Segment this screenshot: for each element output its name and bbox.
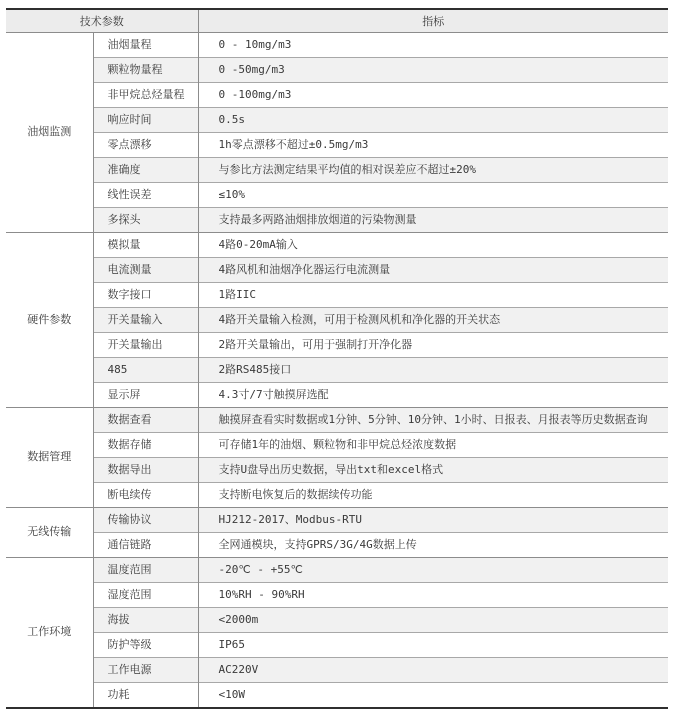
table-row bbox=[6, 557, 668, 582]
value-cell: 2路RS485接口 bbox=[198, 357, 668, 382]
table-row bbox=[6, 482, 668, 507]
table-row bbox=[6, 457, 668, 482]
param-cell: 非甲烷总烃量程 bbox=[93, 82, 198, 107]
group-cell: 无线传输 bbox=[6, 507, 93, 557]
value-cell: 1路IIC bbox=[198, 282, 668, 307]
param-cell: 海拔 bbox=[93, 607, 198, 632]
table-row bbox=[6, 207, 668, 232]
value-cell: HJ212-2017、Modbus-RTU bbox=[198, 507, 668, 532]
value-cell: 4路开关量输入检测，可用于检测风机和净化器的开关状态 bbox=[198, 307, 668, 332]
header-tech-params: 技术参数 bbox=[6, 9, 198, 32]
header-row bbox=[6, 9, 668, 32]
table-row bbox=[6, 582, 668, 607]
table-row bbox=[6, 282, 668, 307]
value-cell: <10W bbox=[198, 682, 668, 708]
table-row bbox=[6, 407, 668, 432]
value-cell: 4.3寸/7寸触摸屏选配 bbox=[198, 382, 668, 407]
param-cell: 显示屏 bbox=[93, 382, 198, 407]
header-indicator: 指标 bbox=[198, 9, 668, 32]
param-cell: 断电续传 bbox=[93, 482, 198, 507]
table-row bbox=[6, 107, 668, 132]
group-cell: 工作环境 bbox=[6, 557, 93, 708]
table-row bbox=[6, 607, 668, 632]
value-cell: ≤10% bbox=[198, 182, 668, 207]
param-cell: 开关量输出 bbox=[93, 332, 198, 357]
table-row bbox=[6, 357, 668, 382]
table-row bbox=[6, 532, 668, 557]
table-row bbox=[6, 332, 668, 357]
group-cell: 油烟监测 bbox=[6, 32, 93, 232]
value-cell: 支持U盘导出历史数据，导出txt和excel格式 bbox=[198, 457, 668, 482]
spec-table-body bbox=[6, 32, 668, 708]
param-cell: 数据存储 bbox=[93, 432, 198, 457]
table-row bbox=[6, 657, 668, 682]
param-cell: 开关量输入 bbox=[93, 307, 198, 332]
param-cell: 响应时间 bbox=[93, 107, 198, 132]
value-cell: 0 -50mg/m3 bbox=[198, 57, 668, 82]
table-row bbox=[6, 157, 668, 182]
table-row bbox=[6, 507, 668, 532]
value-cell: IP65 bbox=[198, 632, 668, 657]
param-cell: 零点漂移 bbox=[93, 132, 198, 157]
table-row bbox=[6, 132, 668, 157]
param-cell: 工作电源 bbox=[93, 657, 198, 682]
table-row bbox=[6, 382, 668, 407]
value-cell: -20℃ - +55℃ bbox=[198, 557, 668, 582]
value-cell: 支持最多两路油烟排放烟道的污染物测量 bbox=[198, 207, 668, 232]
value-cell: 0 - 10mg/m3 bbox=[218, 37, 292, 51]
param-cell: 485 bbox=[93, 357, 198, 382]
param-cell: 数据查看 bbox=[93, 407, 198, 432]
table-row bbox=[6, 57, 668, 82]
value-cell: 1h零点漂移不超过±0.5mg/m3 bbox=[198, 132, 668, 157]
value-cell: 0 -100mg/m3 bbox=[198, 82, 668, 107]
table-row bbox=[6, 182, 668, 207]
table-row bbox=[6, 32, 668, 57]
param-cell: 多探头 bbox=[93, 207, 198, 232]
value-cell: 触摸屏查看实时数据或1分钟、5分钟、10分钟、1小时、日报表、月报表等历史数据查询 bbox=[198, 407, 668, 432]
param-cell: 通信链路 bbox=[93, 532, 198, 557]
value-cell: 与参比方法测定结果平均值的相对误差应不超过±20% bbox=[198, 157, 668, 182]
param-cell: 数据导出 bbox=[93, 457, 198, 482]
param-cell: 传输协议 bbox=[93, 507, 198, 532]
table-row bbox=[6, 232, 668, 257]
table-row bbox=[6, 257, 668, 282]
param-cell: 线性误差 bbox=[93, 182, 198, 207]
value-cell: 4路风机和油烟净化器运行电流测量 bbox=[198, 257, 668, 282]
table-row bbox=[6, 682, 668, 708]
group-cell: 数据管理 bbox=[6, 407, 93, 507]
param-cell: 功耗 bbox=[93, 682, 198, 708]
param-cell: 防护等级 bbox=[93, 632, 198, 657]
value-cell: AC220V bbox=[198, 657, 668, 682]
param-cell: 湿度范围 bbox=[93, 582, 198, 607]
value-cell: 全网通模块，支持GPRS/3G/4G数据上传 bbox=[198, 532, 668, 557]
group-cell: 硬件参数 bbox=[6, 232, 93, 407]
value-cell: 0.5s bbox=[198, 107, 668, 132]
param-cell: 颗粒物量程 bbox=[93, 57, 198, 82]
value-cell: 4路0-20mA输入 bbox=[198, 232, 668, 257]
param-cell: 准确度 bbox=[93, 157, 198, 182]
value-cell: 2路开关量输出，可用于强制打开净化器 bbox=[198, 332, 668, 357]
value-cell: 支持断电恢复后的数据续传功能 bbox=[198, 482, 668, 507]
spec-table bbox=[6, 8, 668, 709]
value-cell: 可存储1年的油烟、颗粒物和非甲烷总烃浓度数据 bbox=[198, 432, 668, 457]
table-row bbox=[6, 432, 668, 457]
param-cell: 模拟量 bbox=[93, 232, 198, 257]
value-cell: 10%RH - 90%RH bbox=[198, 582, 668, 607]
param-cell: 数字接口 bbox=[93, 282, 198, 307]
table-row bbox=[6, 82, 668, 107]
param-cell: 电流测量 bbox=[93, 257, 198, 282]
table-row bbox=[6, 307, 668, 332]
param-cell: 油烟量程 bbox=[93, 32, 198, 57]
param-cell: 温度范围 bbox=[93, 557, 198, 582]
value-cell: <2000m bbox=[198, 607, 668, 632]
table-row bbox=[6, 632, 668, 657]
